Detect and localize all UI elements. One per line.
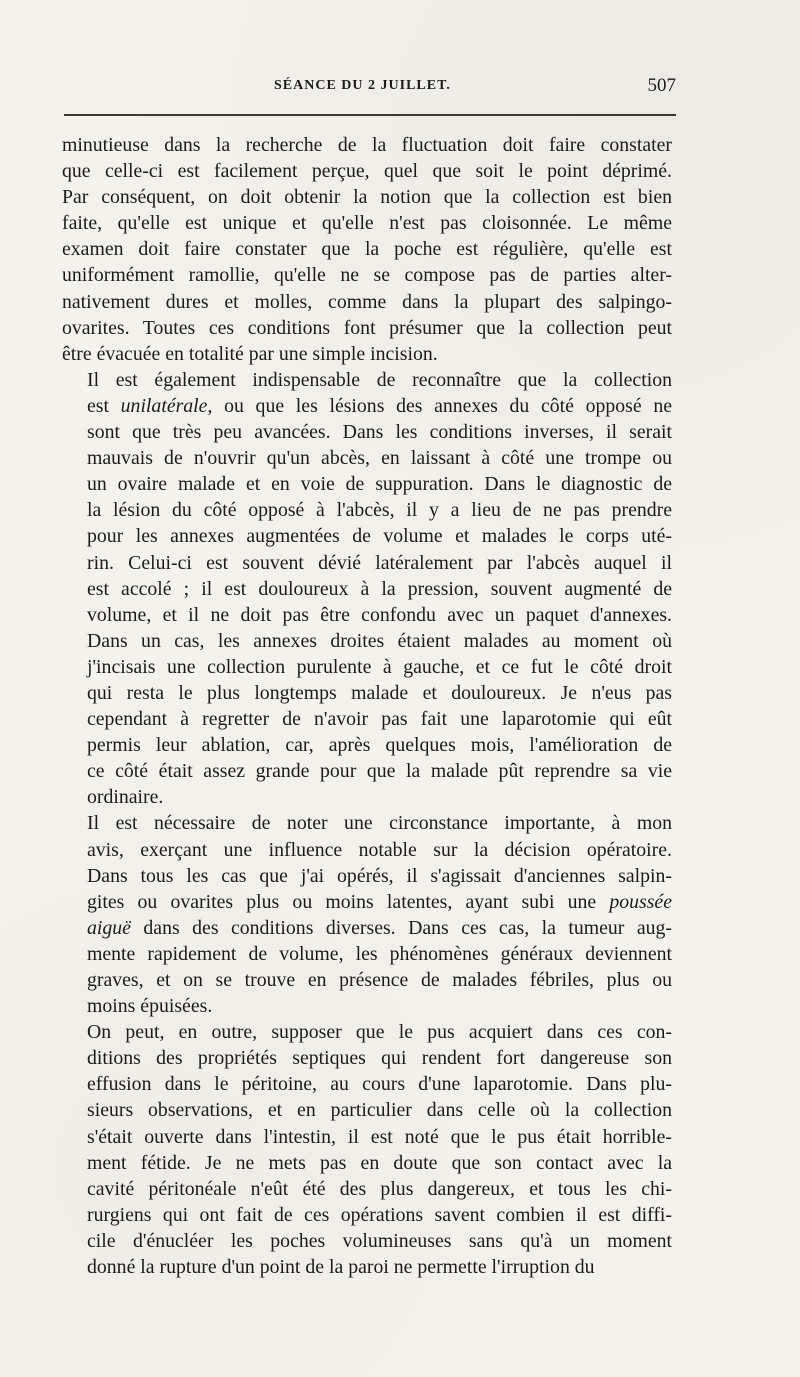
text-segment: cile d'énucléer les poches volumineuses sans qu'à un moment [87, 1229, 672, 1252]
text-segment: Il est également indispensable de reconnaître que la collection [87, 368, 672, 391]
text-segment: mauvais de n'ouvrir qu'un abcès, en laissant à côté une trompe ou [87, 447, 672, 470]
text-line [62, 210, 672, 236]
text-line [62, 497, 672, 523]
text-line [62, 367, 672, 393]
text-segment: ment fétide. Je ne mets pas en doute que son contact avec la [87, 1151, 672, 1174]
text-segment: sieurs observations, et en particulier dans celle où la collection [87, 1099, 672, 1122]
text-segment: permis leur ablation, car, après quelques mois, l'amélioration de [87, 734, 672, 757]
text-segment: cavité péritonéale n'eût été des plus dangereux, et tous les chi- [87, 1177, 672, 1200]
text-line [62, 810, 672, 836]
text-line [62, 550, 672, 576]
text-segment: ovarites. Toutes ces conditions font présumer que la collection peut [62, 316, 672, 339]
text-segment: graves, et on se trouve en présence de malades fébriles, plus ou [87, 969, 672, 991]
text-line [62, 184, 672, 210]
text-line [62, 732, 672, 758]
text-segment: sont que très peu avancées. Dans les conditions inverses, il serait [87, 421, 672, 444]
text-segment: ordinaire. [87, 786, 164, 809]
text-segment: j'incisais une collection purulente à gauche, et ce fut le côté droit [87, 655, 672, 678]
text-segment: donné la rupture d'un point de la paroi ne permette l'irruption du [87, 1256, 595, 1279]
paragraph [62, 1019, 672, 1280]
text-segment: On peut, en outre, supposer que le pus acquiert dans ces con- [87, 1021, 672, 1044]
text-segment: uniformément ramollie, qu'elle ne se compose pas de parties alter- [62, 264, 672, 287]
body-text [62, 132, 672, 1280]
text-line [62, 393, 672, 419]
text-segment: volume, et il ne doit pas être confondu avec un paquet d'annexes. [87, 603, 672, 626]
text-line [62, 837, 672, 863]
text-segment: est [87, 394, 121, 417]
text-line [62, 706, 672, 732]
text-segment: pour les annexes augmentées de volume et malades le corps uté- [87, 525, 672, 548]
text-line [62, 1202, 672, 1228]
text-segment: rurgiens qui ont fait de ces opérations savent combien il est diffi- [87, 1203, 672, 1226]
text-segment: qui resta le plus longtemps malade et douloureux. Je n'eus pas [87, 681, 672, 704]
paragraph [62, 132, 672, 367]
text-segment: Par conséquent, on doit obtenir la notion que la collection est bien [62, 186, 672, 209]
text-segment: faite, qu'elle est unique et qu'elle n'est pas cloisonnée. Le même [62, 212, 672, 235]
text-line [62, 1019, 672, 1045]
text-segment: minutieuse dans la recherche de la fluctuation doit faire constater [62, 134, 672, 156]
running-head-title: SÉANCE DU 2 JUILLET. [274, 78, 451, 93]
italic-text: poussée [609, 890, 672, 913]
text-segment: rin. Celui-ci est souvent dévié latéralement par l'abcès auquel il [87, 551, 672, 574]
text-line [62, 863, 672, 889]
text-line [62, 941, 672, 967]
text-line [62, 1097, 672, 1123]
text-segment: effusion dans le péritoine, au cours d'une laparotomie. Dans plu- [87, 1073, 672, 1096]
text-line [62, 341, 672, 367]
text-segment: avis, exerçant une influence notable sur la décision opératoire. [87, 838, 672, 861]
text-segment: ce côté était assez grande pour que la malade pût reprendre sa vie [87, 760, 672, 783]
header-rule [64, 114, 676, 116]
text-line [62, 132, 672, 158]
text-line [62, 523, 672, 549]
text-segment: nativement dures et molles, comme dans la plupart des salpingo- [62, 290, 672, 313]
text-line [62, 576, 672, 602]
text-line [62, 654, 672, 680]
italic-text: unilatérale [120, 394, 208, 417]
text-segment: , ou que les lésions des annexes du côté opposé ne [207, 394, 672, 417]
running-head [64, 75, 676, 102]
text-line [62, 445, 672, 471]
text-line [62, 1176, 672, 1202]
text-line [62, 1045, 672, 1071]
text-line [62, 1228, 672, 1254]
text-line [62, 1124, 672, 1150]
text-segment: être évacuée en totalité par une simple incision. [62, 342, 438, 365]
paragraph [62, 367, 672, 811]
text-segment: s'était ouverte dans l'intestin, il est noté que le pus était horrible- [87, 1125, 672, 1148]
text-segment: moins épuisées. [87, 995, 213, 1018]
italic-text: aiguë [87, 916, 131, 939]
text-segment: que celle-ci est facilement perçue, quel que soit le point déprimé. [62, 160, 672, 183]
text-line [62, 967, 672, 993]
text-line [62, 158, 672, 184]
text-line [62, 1071, 672, 1097]
text-segment: la lésion du côté opposé à l'abcès, il y a lieu de ne pas prendre [87, 499, 672, 522]
text-segment: est accolé ; il est douloureux à la pression, souvent augmenté de [87, 577, 672, 600]
text-line [62, 315, 672, 341]
text-line [62, 1254, 672, 1280]
text-line [62, 758, 672, 784]
text-segment: Il est nécessaire de noter une circonstance importante, à mon [87, 812, 672, 835]
text-line [62, 262, 672, 288]
text-line [62, 1150, 672, 1176]
text-segment: examen doit faire constater que la poche est régulière, qu'elle est [62, 238, 672, 261]
text-segment: gites ou ovarites plus ou moins latentes, ayant subi une [87, 890, 610, 913]
text-line [62, 602, 672, 628]
text-segment: Dans tous les cas que j'ai opérés, il s'agissait d'anciennes salpin- [87, 864, 672, 887]
text-line [62, 993, 672, 1019]
text-line [62, 471, 672, 497]
text-segment: cependant à regretter de n'avoir pas fait une laparotomie qui eût [87, 708, 672, 731]
text-line [62, 236, 672, 262]
text-segment: un ovaire malade et en voie de suppuration. Dans le diagnostic de [87, 473, 672, 496]
text-segment: ditions des propriétés septiques qui rendent fort dangereuse son [87, 1047, 672, 1070]
text-line [62, 680, 672, 706]
text-line [62, 784, 672, 810]
text-line [62, 628, 672, 654]
text-segment: Dans un cas, les annexes droites étaient malades au moment où [87, 629, 672, 652]
text-line [62, 889, 672, 915]
text-line [62, 419, 672, 445]
text-line [62, 915, 672, 941]
text-segment: mente rapidement de volume, les phénomènes généraux deviennent [87, 942, 672, 965]
page-number: 507 [647, 75, 676, 96]
text-line [62, 289, 672, 315]
text-segment: dans des conditions diverses. Dans ces cas, la tumeur aug- [130, 916, 672, 939]
paragraph [62, 810, 672, 1019]
